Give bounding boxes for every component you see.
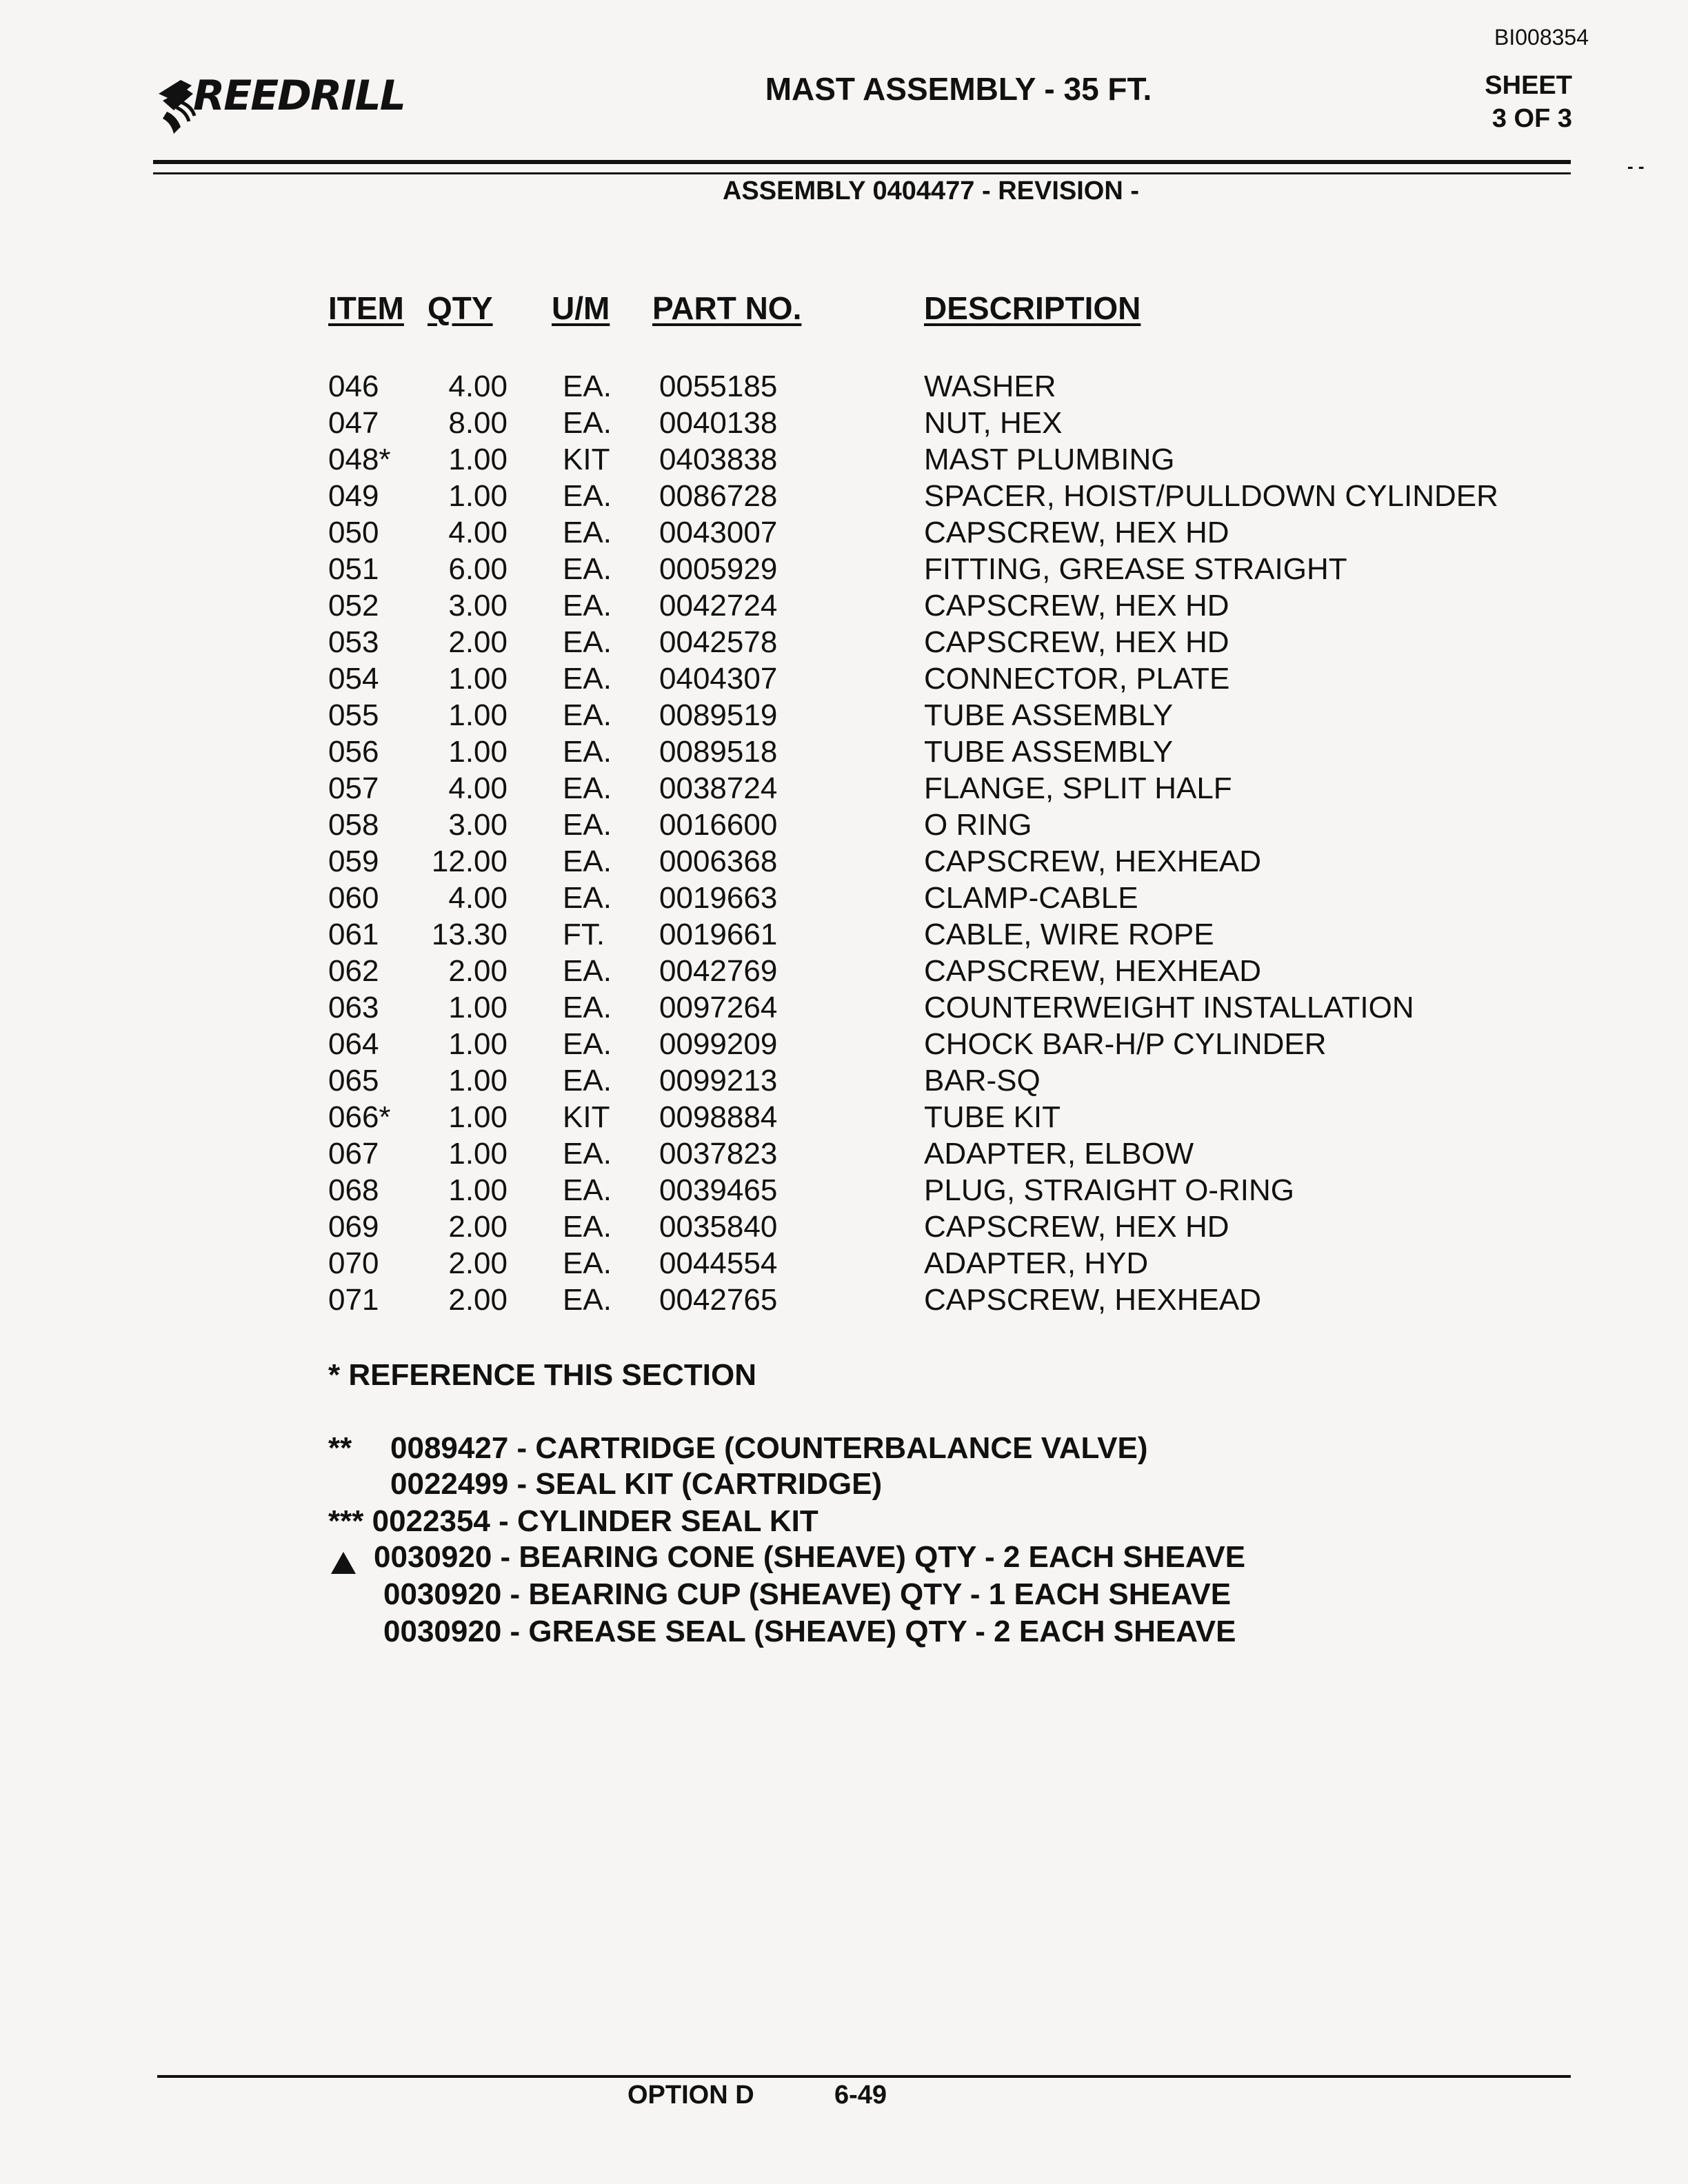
table-row — [0, 1062, 1688, 1099]
cell-qty: 2.00 — [448, 625, 508, 659]
column-header-description: DESCRIPTION — [924, 290, 1141, 326]
column-header-part-no: PART NO. — [652, 290, 802, 326]
cell-item: 058 — [328, 808, 379, 842]
cell-description: CAPSCREW, HEX HD — [924, 1210, 1229, 1244]
cell-description: ADAPTER, ELBOW — [924, 1137, 1194, 1171]
cell-item: 053 — [328, 625, 379, 659]
document-id: BI008354 — [1494, 25, 1589, 50]
bearing-cup-note: 0030920 - BEARING CUP (SHEAVE) QTY - 1 EACH SHEAVE — [383, 1577, 1232, 1611]
cell-description: TUBE ASSEMBLY — [924, 735, 1174, 769]
cell-item: 071 — [328, 1283, 379, 1317]
cell-item: 059 — [328, 845, 379, 878]
sheet-label: SHEET — [1485, 71, 1572, 100]
cell-item: 064 — [328, 1027, 379, 1061]
table-row — [0, 478, 1688, 514]
cell-um: KIT — [563, 443, 610, 476]
cell-um: EA. — [563, 954, 612, 988]
cell-qty: 4.00 — [448, 881, 508, 915]
cell-qty: 1.00 — [448, 991, 508, 1024]
cell-qty: 4.00 — [448, 370, 508, 403]
cell-description: CABLE, WIRE ROPE — [924, 918, 1214, 951]
page-title: MAST ASSEMBLY - 35 FT. — [765, 71, 1152, 107]
cell-qty: 1.00 — [448, 1137, 508, 1171]
cell-um: EA. — [563, 735, 612, 769]
cell-um: KIT — [563, 1100, 610, 1134]
cell-qty: 6.00 — [448, 552, 508, 586]
table-row — [0, 551, 1688, 587]
cell-description: CAPSCREW, HEXHEAD — [924, 954, 1261, 988]
cell-part-no: 0043007 — [659, 516, 778, 549]
cell-um: EA. — [563, 662, 612, 696]
header-rule-thin — [153, 172, 1571, 174]
table-row — [0, 916, 1688, 953]
table-row — [0, 624, 1688, 660]
cell-part-no: 0042724 — [659, 589, 778, 623]
brand-logo — [153, 70, 405, 139]
cell-description: BAR-SQ — [924, 1064, 1041, 1098]
table-row — [0, 1245, 1688, 1282]
table-row — [0, 514, 1688, 551]
cell-description: CAPSCREW, HEX HD — [924, 625, 1229, 659]
cell-qty: 1.00 — [448, 479, 508, 513]
cell-um: EA. — [563, 370, 612, 403]
cell-item: 050 — [328, 516, 379, 549]
cell-um: EA. — [563, 698, 612, 732]
table-row — [0, 734, 1688, 770]
cell-description: MAST PLUMBING — [924, 443, 1175, 476]
cell-description: CAPSCREW, HEX HD — [924, 589, 1229, 623]
table-row — [0, 441, 1688, 478]
cell-item: 066* — [328, 1100, 391, 1134]
cell-description: O RING — [924, 808, 1032, 842]
cell-qty: 1.00 — [448, 735, 508, 769]
cell-description: FITTING, GREASE STRAIGHT — [924, 552, 1347, 586]
table-row — [0, 953, 1688, 989]
footer-option: OPTION D — [627, 2081, 754, 2110]
cell-item: 068 — [328, 1173, 379, 1207]
cell-part-no: 0019663 — [659, 881, 778, 915]
cell-qty: 1.00 — [448, 1064, 508, 1098]
cell-part-no: 0042769 — [659, 954, 778, 988]
cell-description: ADAPTER, HYD — [924, 1246, 1149, 1280]
cell-part-no: 0086728 — [659, 479, 778, 513]
cell-um: EA. — [563, 881, 612, 915]
cell-qty: 1.00 — [448, 1027, 508, 1061]
cell-item: 048* — [328, 443, 391, 476]
cell-item: 056 — [328, 735, 379, 769]
cell-item: 052 — [328, 589, 379, 623]
cell-qty: 2.00 — [448, 1246, 508, 1280]
cell-item: 061 — [328, 918, 379, 951]
cell-item: 046 — [328, 370, 379, 403]
cell-part-no: 0042765 — [659, 1283, 778, 1317]
cell-um: EA. — [563, 1173, 612, 1207]
column-header-item: ITEM — [328, 290, 404, 326]
cell-description: CLAMP-CABLE — [924, 881, 1138, 915]
cell-qty: 1.00 — [448, 443, 508, 476]
cell-item: 051 — [328, 552, 379, 586]
cell-qty: 2.00 — [448, 1283, 508, 1317]
cell-item: 063 — [328, 991, 379, 1024]
cell-part-no: 0039465 — [659, 1173, 778, 1207]
cell-part-no: 0089518 — [659, 735, 778, 769]
table-row — [0, 1282, 1688, 1318]
cell-item: 060 — [328, 881, 379, 915]
cell-um: EA. — [563, 479, 612, 513]
cell-qty: 13.30 — [431, 918, 508, 951]
cell-item: 055 — [328, 698, 379, 732]
assembly-number: ASSEMBLY 0404477 - REVISION - — [722, 176, 1140, 205]
cell-um: EA. — [563, 845, 612, 878]
table-row — [0, 843, 1688, 880]
cell-part-no: 0037823 — [659, 1137, 778, 1171]
cell-qty: 4.00 — [448, 771, 508, 805]
cell-part-no: 0403838 — [659, 443, 778, 476]
cell-description: CONNECTOR, PLATE — [924, 662, 1230, 696]
cell-item: 047 — [328, 406, 379, 440]
cell-part-no: 0005929 — [659, 552, 778, 586]
cell-um: EA. — [563, 1027, 612, 1061]
cell-part-no: 0099209 — [659, 1027, 778, 1061]
cell-description: COUNTERWEIGHT INSTALLATION — [924, 991, 1414, 1024]
sheet-count: 3 OF 3 — [1491, 104, 1572, 133]
reference-note: * REFERENCE THIS SECTION — [328, 1358, 756, 1392]
cell-description: WASHER — [924, 370, 1056, 403]
brand-name: REEDRILL — [193, 72, 405, 120]
cell-description: SPACER, HOIST/PULLDOWN CYLINDER — [924, 479, 1498, 513]
cell-item: 067 — [328, 1137, 379, 1171]
cell-qty: 4.00 — [448, 516, 508, 549]
cell-description: TUBE ASSEMBLY — [924, 698, 1174, 732]
table-row — [0, 989, 1688, 1026]
table-row — [0, 368, 1688, 405]
table-row — [0, 587, 1688, 624]
table-row — [0, 405, 1688, 441]
cell-part-no: 0404307 — [659, 662, 778, 696]
cell-part-no: 0099213 — [659, 1064, 778, 1098]
table-row — [0, 880, 1688, 916]
cell-um: EA. — [563, 406, 612, 440]
grease-seal-note: 0030920 - GREASE SEAL (SHEAVE) QTY - 2 EACH SHEAVE — [383, 1615, 1236, 1648]
cell-qty: 2.00 — [448, 1210, 508, 1244]
cell-um: EA. — [563, 552, 612, 586]
cell-description: NUT, HEX — [924, 406, 1063, 440]
bearing-cone-note: 0030920 - BEARING CONE (SHEAVE) QTY - 2 EACH SHEAVE — [374, 1540, 1246, 1574]
cell-um: EA. — [563, 516, 612, 549]
cell-item: 070 — [328, 1246, 379, 1280]
cell-um: EA. — [563, 991, 612, 1024]
table-row — [0, 807, 1688, 843]
cell-um: EA. — [563, 1137, 612, 1171]
cell-um: EA. — [563, 1210, 612, 1244]
cell-qty: 12.00 — [431, 845, 508, 878]
cell-part-no: 0038724 — [659, 771, 778, 805]
page-number: 6-49 — [834, 2081, 887, 2110]
cell-part-no: 0098884 — [659, 1100, 778, 1134]
table-row — [0, 697, 1688, 734]
double-star-marker: ** — [328, 1431, 352, 1465]
cell-qty: 1.00 — [448, 698, 508, 732]
cell-item: 069 — [328, 1210, 379, 1244]
cell-item: 054 — [328, 662, 379, 696]
cell-item: 057 — [328, 771, 379, 805]
cell-description: TUBE KIT — [924, 1100, 1061, 1134]
cell-qty: 2.00 — [448, 954, 508, 988]
cylinder-seal-note: *** 0022354 - CYLINDER SEAL KIT — [328, 1504, 818, 1538]
cell-qty: 3.00 — [448, 808, 508, 842]
cell-part-no: 0089519 — [659, 698, 778, 732]
cell-qty: 1.00 — [448, 1173, 508, 1207]
cell-um: EA. — [563, 808, 612, 842]
table-row — [0, 1099, 1688, 1135]
cell-description: PLUG, STRAIGHT O-RING — [924, 1173, 1295, 1207]
cell-um: FT. — [563, 918, 605, 951]
cell-item: 065 — [328, 1064, 379, 1098]
cell-description: FLANGE, SPLIT HALF — [924, 771, 1232, 805]
header-rule-thick — [153, 160, 1571, 164]
cell-item: 062 — [328, 954, 379, 988]
table-row — [0, 1172, 1688, 1209]
cell-part-no: 0016600 — [659, 808, 778, 842]
cell-part-no: 0097264 — [659, 991, 778, 1024]
table-row — [0, 770, 1688, 807]
cell-description: CAPSCREW, HEXHEAD — [924, 1283, 1261, 1317]
cell-part-no: 0019661 — [659, 918, 778, 951]
cell-qty: 8.00 — [448, 406, 508, 440]
sheet-indicator — [1485, 69, 1572, 135]
seal-kit-note: 0022499 - SEAL KIT (CARTRIDGE) — [390, 1467, 883, 1501]
cell-description: CHOCK BAR-H/P CYLINDER — [924, 1027, 1327, 1061]
cell-qty: 3.00 — [448, 589, 508, 623]
table-row — [0, 660, 1688, 697]
cartridge-note: 0089427 - CARTRIDGE (COUNTERBALANCE VALVE) — [390, 1431, 1148, 1465]
cell-description: CAPSCREW, HEX HD — [924, 516, 1229, 549]
cell-um: EA. — [563, 1283, 612, 1317]
table-row — [0, 1135, 1688, 1172]
cell-part-no: 0042578 — [659, 625, 778, 659]
cell-part-no: 0035840 — [659, 1210, 778, 1244]
cell-um: EA. — [563, 589, 612, 623]
table-row — [0, 1209, 1688, 1245]
triangle-icon — [331, 1544, 356, 1579]
cell-um: EA. — [563, 771, 612, 805]
column-header-um: U/M — [552, 290, 610, 326]
cell-um: EA. — [563, 1064, 612, 1098]
cell-qty: 1.00 — [448, 1100, 508, 1134]
table-row — [0, 1026, 1688, 1062]
cell-description: CAPSCREW, HEXHEAD — [924, 845, 1261, 878]
cell-um: EA. — [563, 1246, 612, 1280]
footer-rule — [157, 2075, 1571, 2078]
cell-qty: 1.00 — [448, 662, 508, 696]
cell-part-no: 0055185 — [659, 370, 778, 403]
column-header-qty: QTY — [428, 290, 493, 326]
cell-item: 049 — [328, 479, 379, 513]
parts-table — [0, 368, 1688, 1318]
cell-part-no: 0044554 — [659, 1246, 778, 1280]
cell-um: EA. — [563, 625, 612, 659]
cell-part-no: 0006368 — [659, 845, 778, 878]
cell-part-no: 0040138 — [659, 406, 778, 440]
corner-mark: - - — [1627, 156, 1645, 176]
